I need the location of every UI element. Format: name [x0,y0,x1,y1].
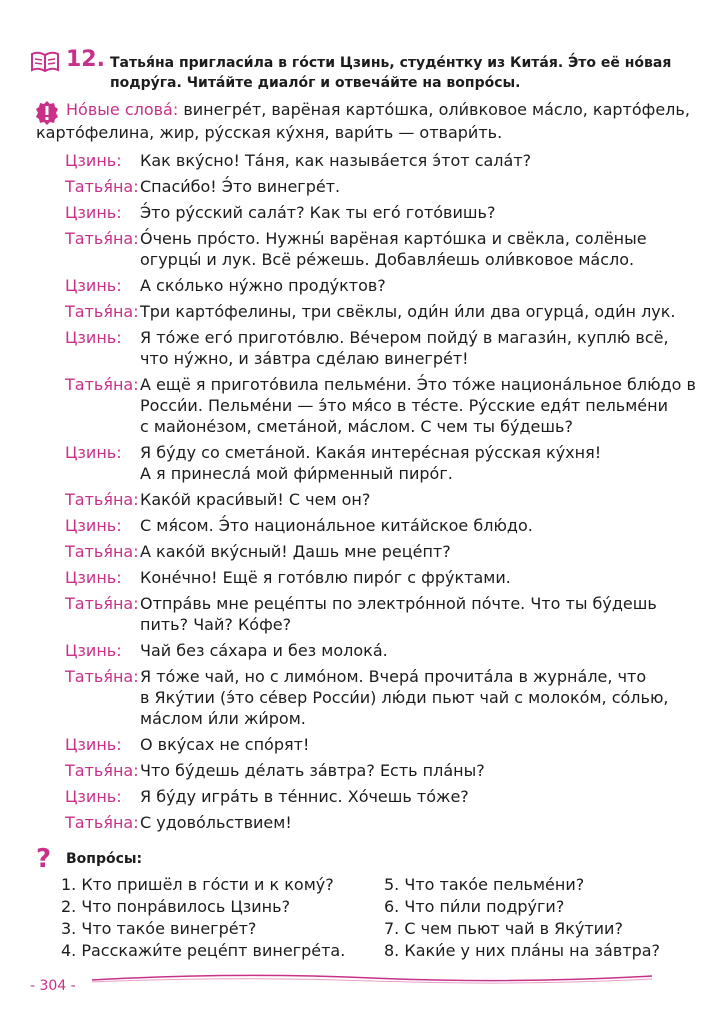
utterance-text: с майонéзом, смета́ной, ма́слом. С чем ты бу́дешь? [140,417,573,436]
speaker-name: Цзинь: [65,787,122,806]
utterance-text: Я то́же его́ пригото́влю. Ве́чером пойду́ в магази́н, куплю́ всё, [140,328,669,347]
speaker-name: Цзинь: [65,641,122,660]
speaker-name: Цзинь: [65,328,122,347]
utterance-text: С мя́сом. Э́то национа́льное кита́йское блю́до. [140,516,533,535]
speaker-name: Татья́на: [65,667,139,686]
speaker-name: Татья́на: [65,177,139,196]
question-item: 5. Что тако́е пельме́ни? [384,875,585,894]
utterance-text: Коне́чно! Ещё я гото́влю пиро́г с фру́ктами. [140,568,511,587]
page-number: - 304 - [30,978,76,994]
speaker-name: Цзинь: [65,568,122,587]
utterance-text: в Яку́тии (э́то се́вер Росси́и) лю́ди пьют чай с молоко́м, со́лью, [140,688,669,707]
utterance-text: А ско́лько ну́жно проду́ктов? [140,276,386,295]
speaker-name: Татья́на: [65,594,139,613]
utterance-text: Росси́и. Пельме́ни — э́то мя́со в те́сте. Ру́сские едя́т пельме́ни [140,396,669,415]
utterance-text: пить? Чай? Ко́фе? [140,615,292,634]
speaker-name: Цзинь: [65,735,122,754]
utterance-text: О́чень про́сто. Нужны́ варёная карто́шка и свёкла, солёные [140,229,647,248]
speaker-name: Татья́на: [65,302,139,321]
question-mark-icon: ? [36,844,52,874]
speaker-name: Татья́на: [65,375,139,394]
speaker-name: Цзинь: [65,516,122,535]
task-instruction-line: Татья́на пригласи́ла в го́сти Цзинь, студе́нтку из Кита́я. Э́то её но́вая [110,55,672,71]
speaker-name: Цзинь: [65,443,122,462]
utterance-text: Я то́же чай, но с лимо́ном. Вчера́ прочита́ла в журна́ле, что [140,667,647,686]
question-item: 1. Кто пришёл в го́сти и к кому́? [61,875,334,894]
task-number: 12. [66,47,105,72]
questions-title: Вопро́сы: [66,851,143,867]
new-words-line [66,97,690,122]
speaker-name: Цзинь: [65,276,122,295]
question-item: 2. Что понра́вилось Цзинь? [61,897,291,916]
question-item: 6. Что пи́ли подру́ги? [384,897,565,916]
speaker-name: Татья́на: [65,813,139,832]
utterance-text: С удово́льствием! [140,813,292,832]
utterance-text: Э́то ру́сский сала́т? Как ты его́ гото́вишь? [140,203,496,222]
speaker-name: Татья́на: [65,542,139,561]
utterance-text: Что бу́дешь де́лать за́втра? Есть пла́ны? [140,761,485,780]
utterance-text: Чай без са́хара и без молока́. [140,641,388,660]
utterance-text: А како́й вку́сный! Дашь мне реце́пт? [140,542,451,561]
utterance-text: О вку́сах не спо́рят! [140,735,310,754]
utterance-text: Три карто́фелины, три свёклы, оди́н и́ли два огурца́, оди́н лук. [140,302,676,321]
question-item: 3. Что тако́е винегре́т? [61,919,257,938]
utterance-text: А я принесла́ мой фи́рменный пиро́г. [140,464,453,483]
speaker-name: Цзинь: [65,151,122,170]
task-instruction [110,53,710,93]
footer-decoration [92,970,652,986]
utterance-text: Отпра́вь мне реце́пты по электро́нной по́чте. Что ты бу́дешь [140,594,657,613]
utterance-text: ма́слом и́ли жи́ром. [140,709,306,728]
speaker-name: Татья́на: [65,490,139,509]
question-item: 8. Каки́е у них пла́ны на за́втра? [384,941,661,960]
utterance-text: Я бу́ду со смета́ной. Кака́я интере́сная ру́сская ку́хня! [140,443,602,462]
speaker-name: Цзинь: [65,203,122,222]
utterance-text: Како́й краси́вый! С чем он? [140,490,371,509]
new-words-text: винегре́т, варёная карто́шка, оли́вковое ма́сло, карто́фель, [178,100,690,119]
utterance-text: огурцы́ и лук. Всё ре́жешь. Добавля́ешь оли́вковое ма́сло. [140,250,635,269]
new-words-label: Но́вые слова́: [66,100,179,119]
book-icon [30,51,60,73]
utterance-text: Спаси́бо! Э́то винегре́т. [140,177,341,196]
utterance-text: Как вку́сно! Та́ня, как называ́ется э́тот сала́т? [140,151,532,170]
utterance-text: А ещё я пригото́вила пельме́ни. Э́то то́же национа́льное блю́до в [140,375,696,394]
utterance-text: Я бу́ду игра́ть в те́ннис. Хо́чешь то́же? [140,787,469,806]
speaker-name: Татья́на: [65,229,139,248]
question-item: 7. С чем пьют чай в Яку́тии? [384,919,623,938]
question-item: 4. Расскажи́те реце́пт винегре́та. [61,941,346,960]
speaker-name: Татья́на: [65,761,139,780]
new-words-line: карто́фелина, жир, ру́сская ку́хня, вари́ть — отвари́ть. [36,123,503,142]
task-instruction-line: подру́га. Чита́йте диало́г и отвеча́йте на вопро́сы. [110,75,521,91]
utterance-text: что ну́жно, и за́втра сде́лаю винегре́т! [140,349,469,368]
